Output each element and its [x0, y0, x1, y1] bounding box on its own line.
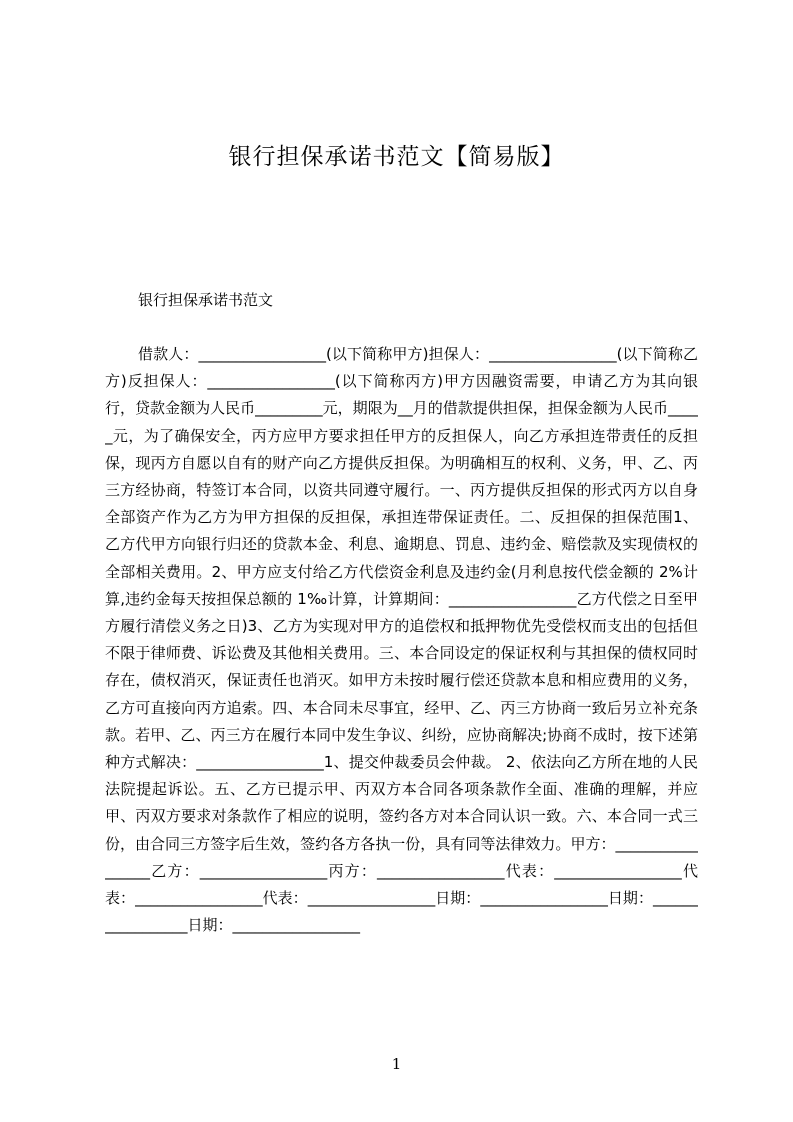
- document-subtitle: 银行担保承诺书范文: [138, 291, 274, 309]
- page-number: 1: [391, 1055, 402, 1073]
- contract-body-text: 借款人：_________________(以下简称甲方)担保人：_________________(以下简称乙方)反担保人：_________________(以下简称丙方)甲方因融资需要，申请乙方为其向银行，贷款金额为人民币_________元，期限为__月的借款提供担保，担保金额为人民币_____元，为了确保安全，丙方应甲方要求担任甲方的反担保人，向乙方承担连带责任的反担保，现丙方自愿以自有的财产向乙方提供反担保。为明确相互的权利、义务，甲、乙、丙三方经协商，特签订本合同，以资共同遵守履行。一、丙方提供反担保的形式丙方以自身全部资产作为乙方为甲方担保的反担保，承担连带保证责任。二、反担保的担保范围1、乙方代甲方向银行归还的贷款本金、利息、逾期息、罚息、违约金、赔偿款及实现债权的全部相关费用。2、甲方应支付给乙方代偿资金利息及违约金(月利息按代偿金额的 2%计算,违约金每天按担保总额的 1‰计算，计算期间：_________________乙方代偿之日至甲方履行清偿义务之日)3、乙方为实现对甲方的追偿权和抵押物优先受偿权而支出的包括但不限于律师费、诉讼费及其他相关费用。三、本合同设定的保证权利与其担保的债权同时存在，债权消灭，保证责任也消灭。如甲方未按时履行偿还贷款本息和相应费用的义务，乙方可直接向丙方追索。四、本合同未尽事宜，经甲、乙、丙三方协商一致后另立补充条款。若甲、乙、丙三方在履行本同中发生争议、纠纷，应协商解决;协商不成时，按下述第种方式解决：_________________1、提交仲裁委员会仲裁。 2、依法向乙方所在地的人民法院提起诉讼。五、乙方已提示甲、丙双方本合同各项条款作全面、准确的理解，并应甲、丙双方要求对条款作了相应的说明，签约各方对本合同认识一致。六、本合同一式三份，由合同三方签字后生效，签约各方各执一份，具有同等法律效力。甲方：_________________乙方：_________________丙方：_________________代表：_________________代表：_________________代表：_________________日期：_________________日期：_________________日期：_________________: [105, 345, 698, 935]
- document-title: 银行担保承诺书范文【简易版】: [228, 144, 565, 170]
